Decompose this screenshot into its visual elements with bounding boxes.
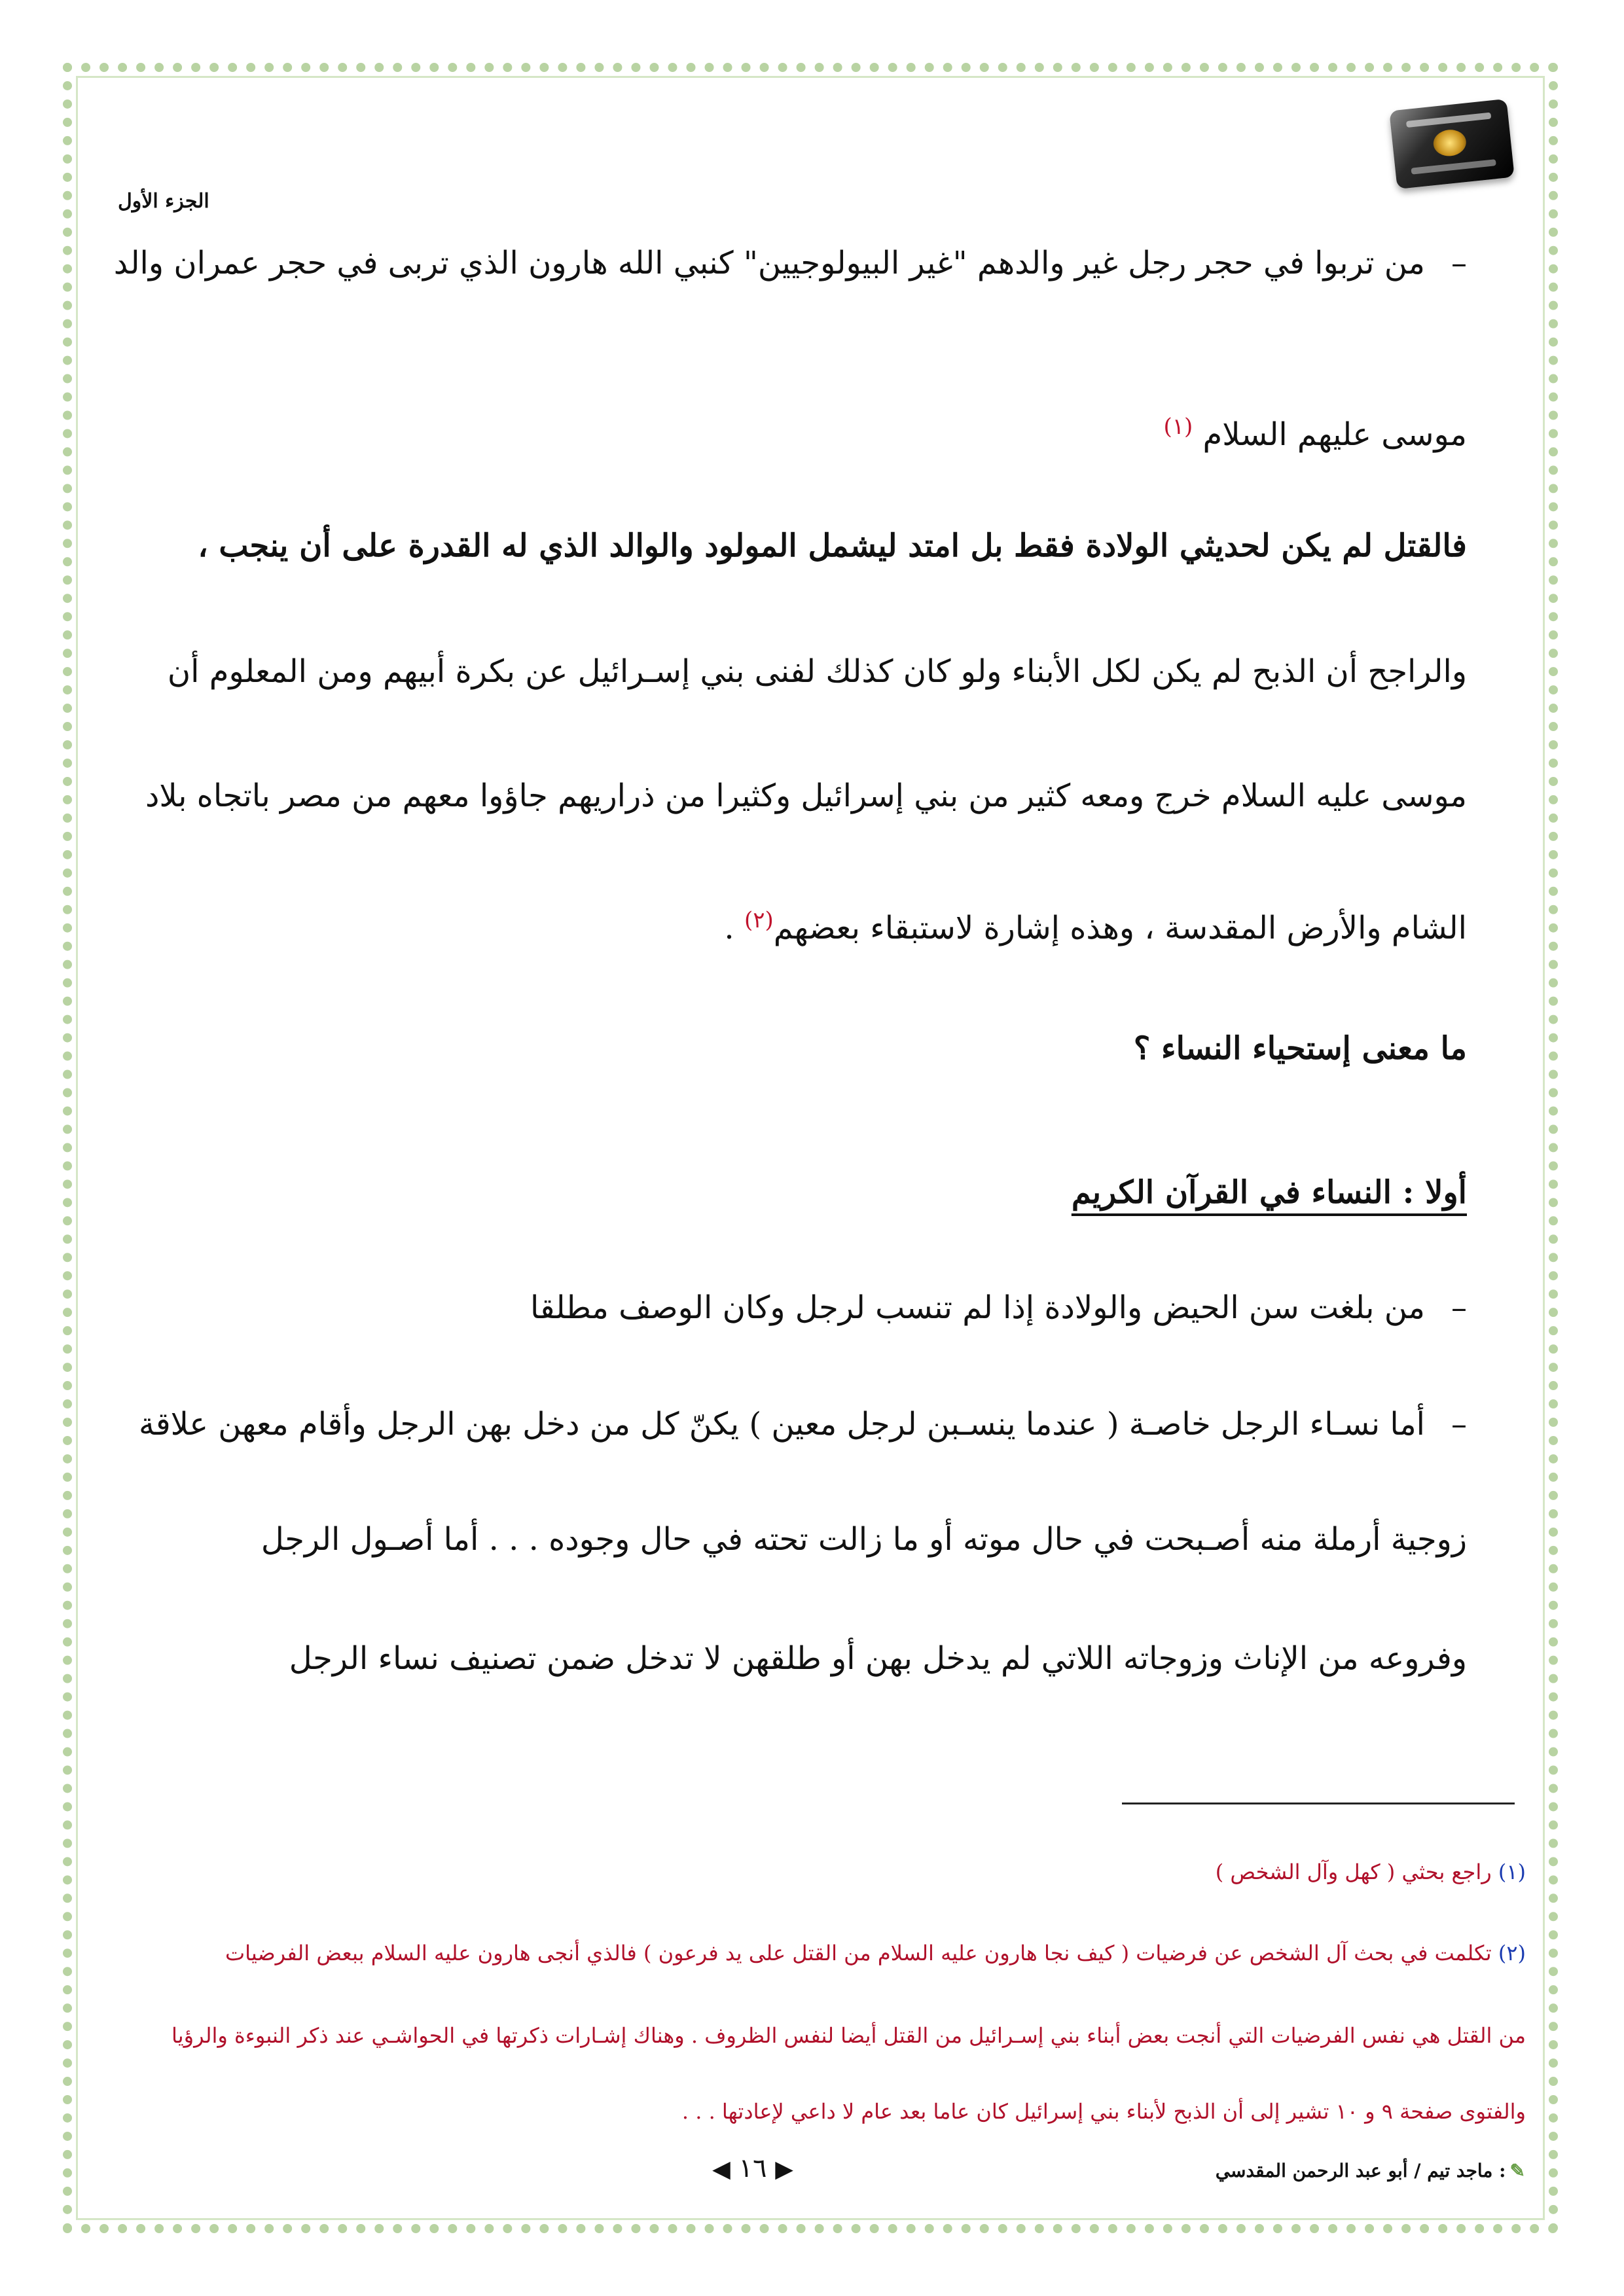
footnote-2-line-1 [111, 1939, 1526, 1967]
footnote-2-line-2: من القتل هي نفس الفرضيات التي أنجت بعض أبناء بني إسـرائيل من القتل أيضا لنفس الظروف . وهناك إشـارات ذكرتها في الحواشـي عند ذكر النبوءة والرؤيا [171, 2023, 1526, 2048]
section-heading-text: أولا : النساء في القرآن الكريم [1071, 1174, 1467, 1211]
paragraph-line-3 [724, 901, 1467, 948]
question-heading: ما معنى إستحياء النساء ؟ [1133, 1030, 1467, 1067]
page-border-inner [76, 76, 1545, 2220]
reference-mark-2[interactable]: (٢) [744, 907, 774, 933]
body-text-1: من تربوا في حجر رجل غير والدهم "غير البيولوجيين" كنبي الله هارون الذي تربى في حجر عمران والد [113, 245, 1425, 281]
footnote-2-line-3: والفتوى صفحة ٩ و ١٠ تشير إلى أن الذبح لأبناء بني إسرائيل كان عاما بعد عام لا داعي لإعادتها . . . [681, 2099, 1526, 2124]
part-label: الجزء الأول [118, 190, 209, 213]
bullet-item-1 [530, 1288, 1467, 1327]
author-name: : ماجد تيم / أبو عبد الرحمن المقدسي [1215, 2160, 1506, 2181]
paragraph-line-3-end: . [724, 910, 744, 946]
body-text-2: موسى عليهم السلام [1202, 416, 1467, 453]
author-credit [1191, 2160, 1525, 2181]
logo-gem [1432, 128, 1468, 158]
bullet-dash: – [1451, 1406, 1467, 1443]
bullet-item-1-text: من بلغت سن الحيض والولادة إذا لم تنسب لرجل وكان الوصف مطلقا [530, 1289, 1425, 1326]
footnote-1 [111, 1857, 1526, 1886]
paragraph-line-2: موسى عليه السلام خرج ومعه كثير من بني إسرائيل وكثيرا من ذراريهم جاؤوا معهم من مصر باتجاه بلاد [145, 778, 1467, 814]
site-logo-emblem [1389, 99, 1515, 189]
triangle-right-icon[interactable]: ▶ [775, 2156, 793, 2183]
footnote-separator [1122, 1803, 1515, 1804]
paragraph-line-1: والراجح أن الذبح لم يكن لكل الأبناء ولو كان كذلك لفنى بني إسـرائيل عن بكرة أبيهم ومن المعلوم أن [167, 653, 1467, 690]
bullet-item-2-text-1: أما نسـاء الرجل خاصـة ( عندما ينسـبن لرجل معين ) يكنّ كل من دخل بهن الرجل وأقام معهن علاقة [139, 1406, 1425, 1443]
body-line-2 [1163, 407, 1467, 454]
page-number: ١٦ [738, 2153, 767, 2183]
footnote-2-number: (٢) [1498, 1941, 1526, 1965]
footnote-2-text-1: تكلمت في بحث آل الشخص عن فرضيات ( كيف نجا هارون عليه السلام من القتل على يد فرعون ) فالذي أنجى هارون عليه السلام ببعض الفرضيات [225, 1941, 1498, 1965]
reference-mark-1[interactable]: (١) [1163, 414, 1193, 440]
body-line-1 [114, 243, 1467, 283]
bullet-item-2-line-2: زوجية أرملة منه أصـبحت في حال موته أو ما زالت تحته في حال وجوده . . . أما أصـول الرجل [261, 1521, 1467, 1558]
triangle-left-icon[interactable]: ◀ [712, 2156, 731, 2183]
bold-statement: فالقتل لم يكن لحديثي الولادة فقط بل امتد ليشمل المولود والوالد الذي له القدرة على أن ينجب ، [198, 528, 1467, 564]
logo-ribbon-lower [1411, 159, 1496, 175]
pen-icon: ✎ [1509, 2160, 1525, 2181]
bullet-item-2-line-1 [139, 1405, 1467, 1444]
footnote-1-number: (١) [1498, 1859, 1526, 1884]
bullet-dash: – [1451, 245, 1467, 281]
logo-ribbon [1406, 113, 1491, 128]
page-navigator [655, 2153, 851, 2183]
section-heading [1072, 1173, 1467, 1212]
footnote-1-text: راجع بحثي ( كهل وآل الشخص ) [1215, 1859, 1498, 1884]
bullet-dash: – [1451, 1289, 1467, 1326]
paragraph-line-3-text: الشام والأرض المقدسة ، وهذه إشارة لاستبقاء بعضهم [773, 910, 1467, 946]
bullet-item-2-line-3: وفروعه من الإناث وزوجاته اللاتي لم يدخل بهن أو طلقهن لا تدخل ضمن تصنيف نساء الرجل [289, 1640, 1467, 1677]
